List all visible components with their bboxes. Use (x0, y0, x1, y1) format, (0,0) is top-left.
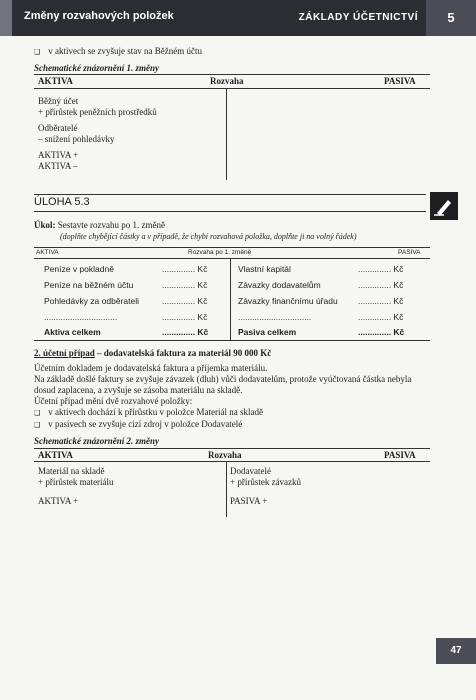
table2-right-total: Pasiva celkem (238, 327, 297, 337)
scheme1-divider (226, 88, 227, 180)
scheme1-line: Odběratelé (38, 123, 78, 133)
scheme2-left-line: Materiál na skladě (38, 466, 105, 476)
case2-title-rest: – dodavatelská faktura za materiál 90 000 Kč (94, 348, 272, 358)
scheme2-pasiva: PASIVA (384, 450, 416, 460)
intro-bullet-text: v aktivech se zvyšuje stav na Běžném účtu (48, 46, 202, 56)
table2-left-item: Pohledávky za odběrateli (44, 296, 139, 306)
case2-body (34, 363, 434, 431)
scheme1-line: + přírůstek peněžních prostředků (38, 107, 157, 117)
table2-left-blank[interactable]: ............................... (44, 312, 118, 322)
scheme2-rozvaha: Rozvaha (208, 450, 242, 460)
scheme2-aktiva: AKTIVA (38, 450, 73, 460)
table2-right-amount[interactable]: .............. Kč (358, 280, 404, 290)
case2-title: 2. účetní případ (34, 348, 95, 358)
scheme2-left-line: + přírůstek materiálu (38, 477, 114, 487)
case2-paragraph: Na základě došlé faktury se zvyšuje závazek (dluh) vůči dodavatelům, protože vyúčtovaná částka nebyla (34, 374, 412, 384)
task-ukol (34, 220, 165, 230)
page-number: 47 (436, 638, 476, 664)
scheme2-top-rule (34, 448, 430, 449)
scheme1-header-rule (34, 88, 430, 89)
table2-right-amount[interactable]: .............. Kč (358, 296, 404, 306)
task-title: ÚLOHA 5.3 (34, 196, 90, 208)
scheme2-right-line: PASIVA + (230, 496, 268, 506)
table2-left-item: Peníze na běžném účtu (44, 280, 134, 290)
table2-aktiva: AKTIVA (36, 249, 59, 256)
scheme2-title: Schematické znázornění 2. změny (34, 436, 160, 446)
scheme1-top-rule (34, 74, 430, 75)
case2-bullet (34, 419, 434, 431)
header-title: Změny rozvahových položek (24, 10, 174, 22)
table2-right-blank[interactable]: ............................... (238, 312, 312, 322)
table2-top-rule (34, 247, 430, 248)
header-section: ZÁKLADY ÚČETNICTVÍ (298, 12, 418, 23)
task-ukol-label: Úkol: (34, 220, 56, 230)
table2-left-item: Peníze v pokladně (44, 264, 114, 274)
scheme2-right-line: + přírůstek závazků (230, 477, 302, 487)
table2-left-amount[interactable]: .............. Kč (162, 296, 208, 306)
task-hint: (doplňte chybějící částky a v případě, že chybí rozvahová položka, doplňte ji na volný řádek) (60, 232, 357, 241)
pencil-task-icon (430, 192, 458, 220)
case2-paragraph: Účetní případ mění dvě rozvahové položky: (34, 396, 193, 406)
header-edge-stripe (0, 0, 12, 36)
intro-bullet (34, 46, 202, 56)
table2-header-rule (34, 258, 430, 259)
scheme2-right-line: Dodavatelé (230, 466, 271, 476)
table2-left-amount[interactable]: .............. Kč (162, 264, 208, 274)
table2-bottom-rule (34, 340, 430, 341)
scheme1-line: Běžný účet (38, 96, 79, 106)
scheme1-line: AKTIVA + (38, 150, 79, 160)
scheme2-header-rule (34, 461, 430, 462)
scheme1-aktiva: AKTIVA (38, 76, 73, 86)
scheme2-divider (226, 461, 227, 517)
checkbox-bullet-icon: ❑ (34, 409, 41, 417)
case2-bullet (34, 407, 434, 419)
case2-paragraph: dosud zaplacena, a zvyšuje se zásoba materiálu na skladě. (34, 385, 243, 395)
table2-divider (230, 258, 231, 340)
table2-right-amount[interactable]: .............. Kč (358, 264, 404, 274)
scheme1-rozvaha: Rozvaha (210, 76, 244, 86)
table2-right-item: Závazky finančnímu úřadu (238, 296, 338, 306)
scheme1-line: – snížení pohledávky (38, 134, 115, 144)
scheme1-lines (38, 96, 157, 172)
table2-right-item: Vlastní kapitál (238, 264, 291, 274)
table2-left-amount[interactable]: .............. Kč (162, 280, 208, 290)
task-ukol-text: Sestavte rozvahu po 1. změně (57, 220, 165, 230)
table2-title: Rozvaha po 1. změně (188, 249, 252, 256)
chapter-number: 5 (426, 0, 476, 36)
task-top-rule (34, 194, 426, 195)
task-bottom-rule (34, 211, 426, 212)
scheme2-left (38, 466, 114, 507)
table2-left-amount[interactable]: .............. Kč (162, 312, 208, 322)
scheme2-right (230, 466, 301, 507)
case2-heading (34, 348, 271, 358)
table2-right-item: Závazky dodavatelům (238, 280, 321, 290)
case2-bullet-text: v pasivech se zvyšuje cizí zdroj v položce Dodavatelé (48, 419, 243, 429)
case2-paragraph: Účetním dokladem je dodavatelská faktura a příjemka materiálu. (34, 363, 268, 373)
checkbox-bullet-icon: ❑ (34, 48, 41, 56)
scheme1-line: AKTIVA – (38, 161, 78, 171)
table2-right-amount[interactable]: .............. Kč (358, 312, 404, 322)
scheme1-title: Schematické znázornění 1. změny (34, 63, 160, 73)
table2-right-total-amount[interactable]: .............. Kč (358, 327, 405, 337)
table2-pasiva: PASIVA (398, 249, 421, 256)
table2-left-total: Aktiva celkem (44, 327, 101, 337)
case2-bullet-text: v aktivech dochází k přírůstku v položce Materiál na skladě (48, 407, 263, 417)
scheme2-left-line: AKTIVA + (38, 496, 79, 506)
scheme1-pasiva: PASIVA (384, 76, 416, 86)
table2-left-total-amount[interactable]: .............. Kč (162, 327, 209, 337)
checkbox-bullet-icon: ❑ (34, 421, 41, 429)
